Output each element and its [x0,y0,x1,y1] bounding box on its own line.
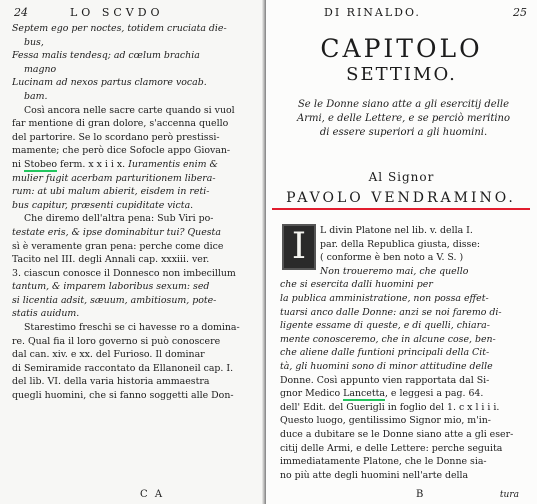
text-line: Questo luogo, gentilissimo Signor mio, m'in- [280,415,491,427]
text-line: che aliene dalle funtioni principali della Cit- [280,347,490,359]
text-line: del partorire. Se lo scordano però prestissi- [12,131,220,143]
text-line: si licentia adsit, sæuum, ambitiosum, pote- [12,294,217,306]
text-line: bus, [24,36,44,48]
left-running-head: LO SCVDO [70,6,164,19]
text-line: che si esercita dalli huomini per [280,279,433,291]
text-line: Starestimo freschi se ci havesse ro a domina- [24,322,240,334]
text-line: rum: at ubi malum abierit, eisdem in reti- [12,186,210,198]
left-page-body [12,22,258,403]
right-page [266,0,537,504]
text-line: sì è veramente gran pena: perche come dice [12,240,224,252]
text-line: no più atte degli huomini nell'arte della [280,469,469,481]
text-line: Septem ego per noctes, totidem cruciata die- [12,23,227,34]
text-line: mulier fugit acerbam parturitionem libera- [12,172,216,184]
chapter-summary: Se le Donne siano atte a gli esercitij delle Armi, e delle Lettere, e se perciò meritino di essere superiori a gli huomini. [297,99,510,138]
text-line: testate eris, & ipse dominabitur tui? Questa [12,226,221,238]
text-line: re. Qual fia il loro governo si può conoscere [12,335,221,347]
text-line [12,158,258,172]
text-line: far mentione di gran dolore, s'accenna quello [12,118,229,130]
right-signature-mark: B [416,489,426,500]
right-page-number: 25 [513,6,527,19]
left-signature-mark: C A [140,489,165,500]
text-line: dell' Edit. del Guerigli in foglio del 1. c x l i i i. [280,401,500,413]
text-segment: ferm. x x i i x. [57,158,129,170]
text-line: mente conosceremo, che in alcune cose, ben- [280,333,496,345]
text-line: par. della Republica giusta, disse: [320,238,481,250]
left-page [0,0,266,504]
drop-cap-initial: I [282,224,316,270]
right-catchword: tura [499,490,519,500]
right-page-body [280,224,526,482]
text-line: dal can. xiv. e xx. del Furioso. Il dominar [12,349,205,361]
text-line: citij delle Armi, e delle Lettere: perche seguita [280,442,503,454]
text-line: magno [24,63,57,75]
text-segment: , e leggesi a pag. 64. [384,388,484,400]
text-line: 3. ciascun conosce il Donnesco non imbecillum [12,267,236,279]
text-line: Così ancora nelle sacre carte quando si vuol [24,104,235,116]
text-segment: ni [12,158,25,170]
text-segment: gnor Medico [280,388,344,400]
text-line [280,387,526,401]
text-line: Donne. Così appunto vien rapportata dal Si- [280,374,490,386]
text-line: di Semiramide raccontato da Ellanoneil cap. I. [12,362,234,374]
text-line: del lib. VI. della varia historia ammaestra [12,376,210,388]
text-line: tà, gli huomini sono di minor attitudine delle [280,360,493,372]
text-line: bam. [24,90,48,102]
text-line: Tacito nel III. degli Annali cap. xxxiii. ver. [12,254,210,266]
text-line: la publica amministratione, non possa effet- [280,292,489,304]
highlighted-name: Stobeo [24,158,58,170]
text-line: mamente; che però dice Sofocle appo Giovan- [12,145,231,157]
text-line: bus capitur, præsenti cupiditate victa. [12,199,194,211]
text-line: duce a dubitare se le Donne siano atte a gli eser- [280,428,514,440]
chapter-number: SETTIMO. [346,64,457,85]
text-line: quegli huomini, che si fanno soggetti alle Don- [12,390,234,402]
text-line: tantum, & imparem laboribus sexum: sed [12,281,210,293]
text-line: Fessa malis tendesq; ad cœlum brachia [12,50,200,62]
text-line: Lucinam ad nexos partus clamore vocab. [12,77,207,89]
chapter-title: CAPITOLO [320,34,483,63]
text-line: L divin Platone nel lib. v. della I. [320,225,473,236]
text-line: Che diremo dell'altra pena: Sub Viri po- [24,213,214,225]
dedicatee-name: PAVOLO VENDRAMINO. [272,190,530,210]
text-line: Non troueremo mai, che quello [320,265,469,277]
text-line: tuarsi anco dalle Donne: anzi se noi faremo di- [280,306,502,318]
text-line: statis auidum. [12,308,80,320]
right-running-head: DI RINALDO. [324,6,421,19]
text-segment: Iuramentis enim & [128,158,218,170]
highlighted-name: Lancetta [343,388,385,400]
left-page-number: 24 [14,6,28,19]
text-line: ( conforme è ben noto a V. S. ) [320,252,464,264]
dedication-prefix: Al Signor [368,170,435,184]
text-line: ligente essame di queste, e di quelli, chiara- [280,320,490,332]
text-line: immediatamente Platone, che le Donne sia- [280,456,487,468]
